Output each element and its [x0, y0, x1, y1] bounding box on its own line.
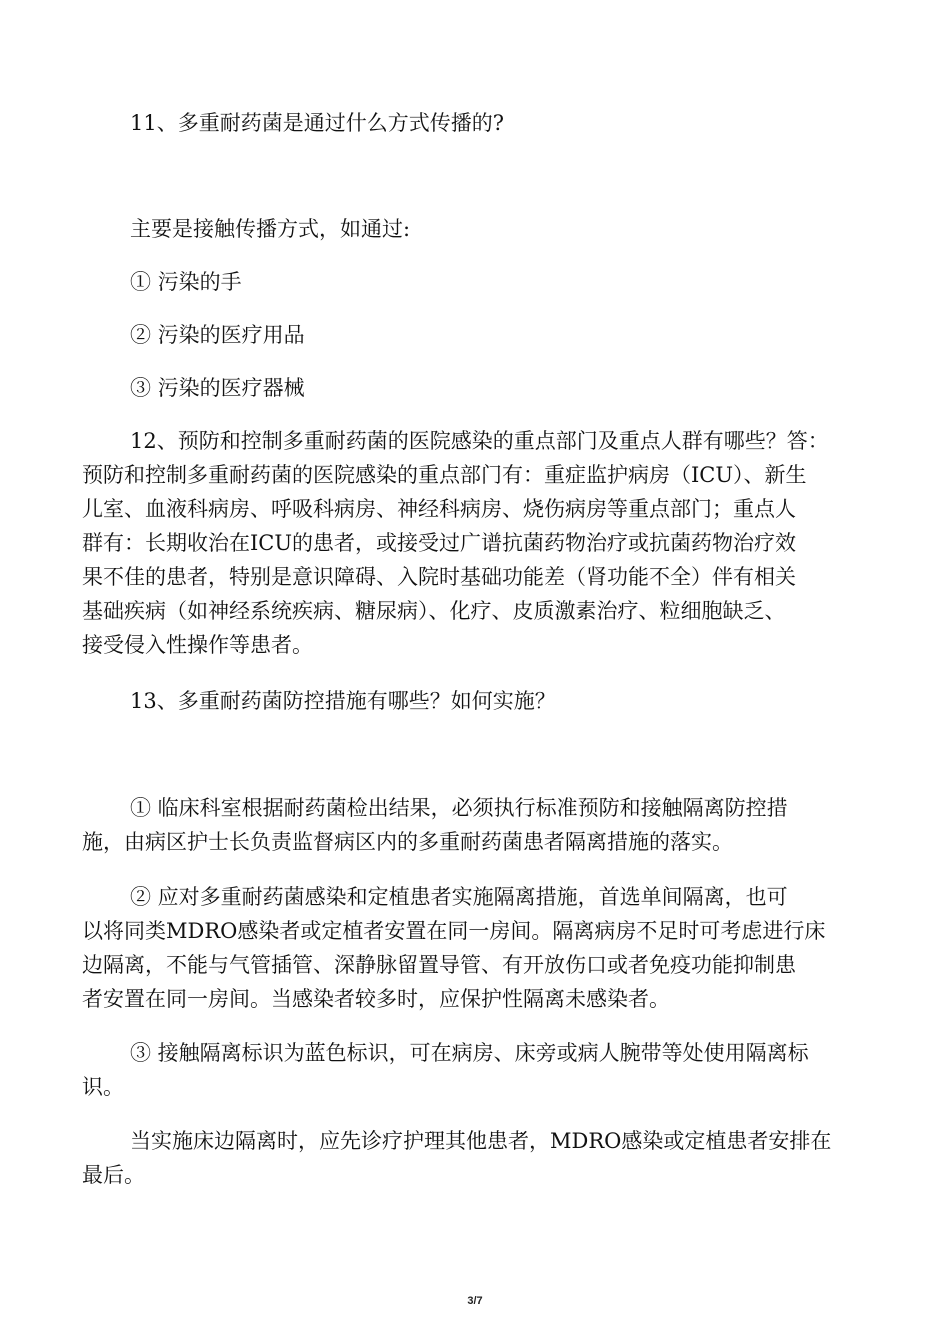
question-12-line: 群有：长期收治在ICU的患者，或接受过广谱抗菌药物治疗或抗菌药物治疗效	[82, 531, 797, 555]
question-12-line: 接受侵入性操作等患者。	[82, 633, 313, 657]
question-11-answer-intro: 主要是接触传播方式，如通过:	[130, 217, 411, 241]
question-13-paragraph-1: ① 临床科室根据耐药菌检出结果，必须执行标准预防和接触隔离防控措	[130, 796, 788, 820]
question-12-line: 基础疾病（如神经系统疾病、糖尿病）、化疗、皮质激素治疗、粒细胞缺乏、	[82, 599, 786, 623]
question-11-title: 11、多重耐药菌是通过什么方式传播的?	[130, 111, 504, 135]
list-item: ③ 污染的医疗器械	[130, 376, 305, 400]
question-13-paragraph-1: 施，由病区护士长负责监督病区内的多重耐药菌患者隔离措施的落实。	[82, 830, 733, 854]
list-item: ② 污染的医疗用品	[130, 323, 305, 347]
list-item: ① 污染的手	[130, 270, 242, 294]
question-13-paragraph-2: 者安置在同一房间。当感染者较多时，应保护性隔离未感染者。	[82, 987, 670, 1011]
question-12-line: 果不佳的患者，特别是意识障碍、入院时基础功能差（肾功能不全）伴有相关	[82, 565, 796, 589]
question-13-paragraph-3: 识。	[82, 1075, 124, 1099]
question-13-paragraph-2: ② 应对多重耐药菌感染和定植患者实施隔离措施，首选单间隔离，也可	[130, 885, 788, 909]
question-13-paragraph-2: 以将同类MDRO感染者或定植者安置在同一房间。隔离病房不足时可考虑进行床	[82, 919, 826, 943]
question-13-paragraph-4: 当实施床边隔离时，应先诊疗护理其他患者，MDRO感染或定植患者安排在	[130, 1129, 832, 1153]
question-12-line: 预防和控制多重耐药菌的医院感染的重点部门有：重症监护病房（ICU）、新生	[82, 463, 807, 487]
question-13-paragraph-4: 最后。	[82, 1163, 145, 1187]
question-13-paragraph-2: 边隔离，不能与气管插管、深静脉留置导管、有开放伤口或者免疫功能抑制患	[82, 953, 796, 977]
page-number: 3/7	[467, 1295, 483, 1307]
question-12-line: 12、预防和控制多重耐药菌的医院感染的重点部门及重点人群有哪些？答：	[130, 429, 829, 453]
question-13-title: 13、多重耐药菌防控措施有哪些？如何实施？	[130, 689, 556, 713]
question-13-paragraph-3: ③ 接触隔离标识为蓝色标识，可在病房、床旁或病人腕带等处使用隔离标	[130, 1041, 809, 1065]
question-12-line: 儿室、血液科病房、呼吸科病房、神经科病房、烧伤病房等重点部门；重点人	[82, 497, 796, 521]
